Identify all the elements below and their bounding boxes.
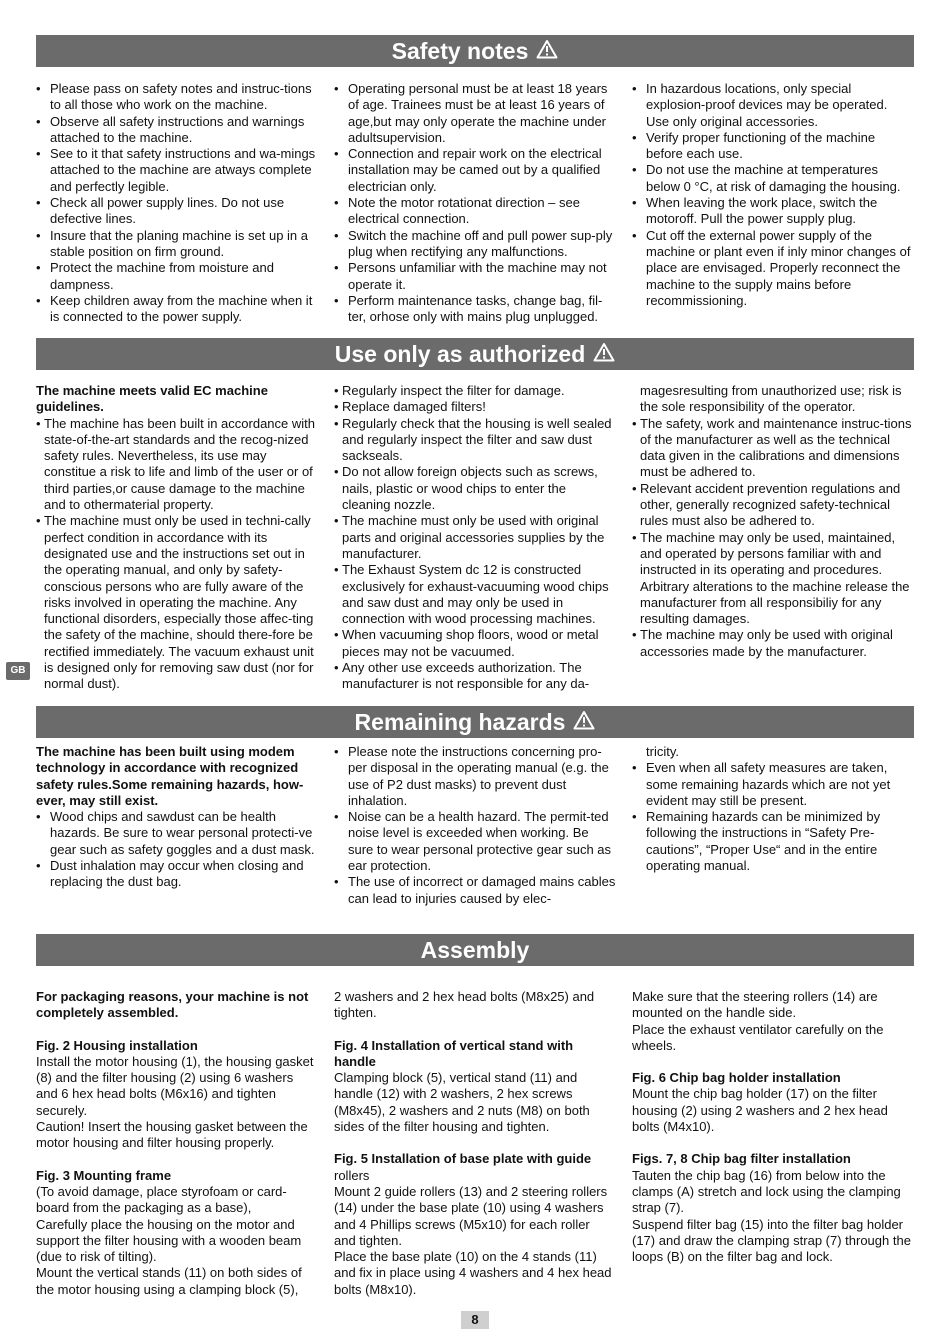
bullet-item: • Persons unfamiliar with the machine may not operate it. <box>334 260 616 293</box>
fig3-text-2: Carefully place the housing on the motor and support the filter housing with a wooden beam (due to risk of tilting). <box>36 1216 302 1265</box>
bullet-item: • In hazardous locations, only special explosion-proof devices may be operated. Use only original accessories. <box>632 81 914 130</box>
warning-triangle-icon <box>536 35 558 67</box>
bullet-item: • Perform maintenance tasks, change bag, fil-ter, orhose only with mains plug unplugged. <box>334 293 616 326</box>
bullet-item: • Regularly check that the housing is well sealed and regularly inspect the filter and saw dust sackseals. <box>334 416 618 465</box>
fig5-heading-rest: rollers <box>334 1167 370 1183</box>
bullet-item: • Relevant accident prevention regulations and other, generally recognized safety-technical rules must also be adhered to. <box>632 481 916 530</box>
bullet-item: • The machine has been built in accordance with state-of-the-art standards and the recog-nized safety rules. Nevertheless, its use may constitue a risk to life and limb of the user or of third parties,or cause damage to the machine and to othermaterial property. <box>36 416 319 514</box>
safety-column-2 <box>334 81 616 325</box>
hazards-column-2 <box>334 744 616 907</box>
bullet-item: • Even when all safety measures are taken, some remaining hazards which are not yet evident may still be present. <box>632 760 914 809</box>
fig5-heading-bold: Fig. 5 Installation of base plate with guide <box>334 1151 592 1167</box>
bullet-item: • Regularly inspect the filter for damage. <box>334 383 618 399</box>
hazards-lead: The machine has been built using modem technology in accordance with recognized safety rules.Some remaining hazards, how-ever, may still exist. <box>36 744 304 808</box>
fig3-text-1: (To avoid damage, place styrofoam or card-board from the packaging as a base), <box>36 1183 287 1216</box>
assembly-col3-text-2: Place the exhaust ventilator carefully on the wheels. <box>632 1021 884 1053</box>
section-title-use-authorized <box>36 338 914 370</box>
bullet-item: • Wood chips and sawdust can be health hazards. Be sure to wear personal protecti-ve gear such as safety goggles and a dust mask. <box>36 809 321 858</box>
hazards-column-3 <box>632 744 914 874</box>
bullet-item: • See to it that safety instructions and wa-mings attached to the machine are atways complete and perfectly legible. <box>36 146 321 195</box>
bullet-item: • The machine must only be used in techni-cally perfect condition in accordance with its designated use and the instructions set out in the operating manual, and only by safety-conscious persons who are fully aware of the risks involved in operating the machine. Any functional disorders, especially those affec-ting the safety of the machine, should there-fore be rectified immediately. The vacuum exhaust unit is designed only for removing saw dust (nor for normal dust). <box>36 513 319 692</box>
bullet-item: • The safety, work and maintenance instruc-tions of the manufacturer as well as the technical data given in the calibrations and dimensions must be adhered to. <box>632 416 916 481</box>
section-title-text: Use only as authorized <box>334 341 586 367</box>
bullet-item: • The machine may only be used with original accessories made by the manufacturer. <box>632 627 916 660</box>
bullet-item: • Please note the instructions concerning pro-per disposal in the operating manual (e.g. the use of P2 dust masks) to prevent dust inhalation. <box>334 744 616 809</box>
bullet-item: • The use of incorrect or damaged mains cables can lead to injuries caused by elec- <box>334 874 616 907</box>
fig3-text-3: Mount the vertical stands (11) on both sides of the motor housing using a clamping block (5), <box>36 1265 302 1297</box>
fig5-text-2: Place the base plate (10) on the 4 stands (11) and fix in place using 4 washers and 4 hex head bolts (M8x10). <box>334 1249 612 1297</box>
safety-column-1 <box>36 81 321 325</box>
bullet-item: • Verify proper functioning of the machine before each use. <box>632 130 914 163</box>
warning-triangle-icon <box>573 706 595 738</box>
bullet-item: • Observe all safety instructions and warnings attached to the machine. <box>36 114 321 147</box>
bullet-item: • Dust inhalation may occur when closing and replacing the dust bag. <box>36 858 321 891</box>
bullet-item: • Replace damaged filters! <box>334 399 618 415</box>
section-title-text: Safety notes <box>391 38 529 64</box>
section-title-text: Assembly <box>420 937 530 963</box>
bullet-item: • Insure that the planing machine is set up in a stable position on firm ground. <box>36 228 321 261</box>
bullet-item: • Please pass on safety notes and instruc-tions to all those who work on the machine. <box>36 81 321 114</box>
assembly-col2-continuation: 2 washers and 2 hex head bolts (M8x25) and tighten. <box>334 989 595 1021</box>
assembly-column-2 <box>334 989 614 1298</box>
fig2-heading: Fig. 2 Housing installation <box>36 1037 198 1053</box>
fig4-text: Clamping block (5), vertical stand (11) and handle (12) with 2 washers, 2 hex screws (M8x45), 2 washers and 2 nuts (M8) on both sides of the filter housing and tighten. <box>334 1070 590 1135</box>
fig3-heading: Fig. 3 Mounting frame <box>36 1167 172 1183</box>
authorized-column-1 <box>36 383 319 693</box>
bullet-item: • Cut off the external power supply of the machine or plant even if inly minor changes of place are envisaged. Properly reconnect the machine to the supply mains before recommissioning. <box>632 228 914 309</box>
bullet-item: • Protect the machine from moisture and dampness. <box>36 260 321 293</box>
bullet-item: • The Exhaust System dc 12 is constructed exclusively for exhaust-vacuuming wood chips and saw dust and may only be used in connection with wood processing machines. <box>334 562 618 627</box>
authorized-lead: The machine meets valid EC machine guidelines. <box>36 383 268 415</box>
bullet-item: • The machine may only be used, maintained, and operated by persons familiar with and instructed in its operating and procedures. Arbitrary alterations to the machine release the manufacturer from all responsibiliy for any resulting damages. <box>632 530 916 628</box>
bullet-item: • Note the motor rotationat direction – see electrical connection. <box>334 195 616 228</box>
section-title-assembly <box>36 934 914 966</box>
fig6-heading: Fig. 6 Chip bag holder installation <box>632 1070 841 1086</box>
assembly-column-1 <box>36 989 318 1298</box>
assembly-col3-text-1: Make sure that the steering rollers (14) are mounted on the handle side. <box>632 989 878 1021</box>
bullet-item: • Connection and repair work on the electrical installation may be camed out by a qualified electrician only. <box>334 146 616 195</box>
authorized-continuation: magesresulting from unauthorized use; risk is the sole responsibility of the operator. <box>640 383 902 415</box>
hazards-continuation: tricity. <box>646 744 679 759</box>
fig5-text-1: Mount 2 guide rollers (13) and 2 steering rollers (14) under the base plate (10) using 4 washers and 4 Phillips screws (M5x10) for each roller and tighten. <box>334 1183 608 1248</box>
warning-triangle-icon <box>593 338 615 370</box>
assembly-lead: For packaging reasons, your machine is not completely assembled. <box>36 989 309 1021</box>
page-number: 8 <box>461 1311 489 1329</box>
bullet-item: • Do not use the machine at temperatures below 0 °C, at risk of damaging the housing. <box>632 162 914 195</box>
bullet-item: • Noise can be a health hazard. The permit-ted noise level is exceeded when working. Be sure to wear personal protective gear such as ear protection. <box>334 809 616 874</box>
fig78-heading: Figs. 7, 8 Chip bag filter installation <box>632 1151 851 1167</box>
safety-column-3 <box>632 81 914 309</box>
bullet-item: • When vacuuming shop floors, wood or metal pieces may not be vacuumed. <box>334 627 618 660</box>
fig4-heading: Fig. 4 Installation of vertical stand with handle <box>334 1037 574 1069</box>
section-title-remaining-hazards <box>36 706 914 738</box>
fig6-text: Mount the chip bag holder (17) on the filter housing (2) using 2 washers and 2 hex head bolts (M4x10). <box>632 1086 888 1135</box>
bullet-item: • When leaving the work place, switch the motoroff. Pull the power supply plug. <box>632 195 914 228</box>
bullet-item: • The machine must only be used with original parts and original accessories supplies by the manufacturer. <box>334 513 618 562</box>
language-badge: GB <box>6 662 30 680</box>
bullet-item: • Do not allow foreign objects such as screws, nails, plastic or wood chips to enter the cleaning nozzle. <box>334 464 618 513</box>
authorized-column-2 <box>334 383 618 693</box>
bullet-item: • Switch the machine off and pull power sup-ply plug when rectifying any malfunctions. <box>334 228 616 261</box>
bullet-item: • Check all power supply lines. Do not use defective lines. <box>36 195 321 228</box>
authorized-column-3 <box>632 383 916 660</box>
bullet-item: • Operating personal must be at least 18 years of age. Trainees must be at least 16 years of age,but may only operate the machine under adultsupervision. <box>334 81 616 146</box>
fig2-text: Install the motor housing (1), the housing gasket (8) and the filter housing (2) using 6 washers and 6 hex head bolts (M6x16) and tighten securely. <box>36 1053 314 1118</box>
fig5-heading <box>334 1151 614 1184</box>
bullet-item: • Remaining hazards can be minimized by following the instructions in “Safety Pre-cautions”, “Proper Use“ and in the entire operating manual. <box>632 809 914 874</box>
fig78-text-1: Tauten the chip bag (16) from below into the clamps (A) stretch and lock using the clamping strap (7). <box>632 1167 901 1216</box>
fig2-caution: Caution! Insert the housing gasket between the motor housing and filter housing properly. <box>36 1119 308 1151</box>
assembly-column-3 <box>632 989 916 1265</box>
section-title-safety-notes <box>36 35 914 67</box>
hazards-column-1 <box>36 744 321 891</box>
bullet-item: • Keep children away from the machine when it is connected to the power supply. <box>36 293 321 326</box>
section-title-text: Remaining hazards <box>354 709 566 735</box>
bullet-item: • Any other use exceeds authorization. The manufacturer is not responsible for any da- <box>334 660 618 693</box>
fig78-text-2: Suspend filter bag (15) into the filter bag holder (17) and draw the clamping strap (7) through the loops (B) on the filter bag and lock. <box>632 1216 911 1265</box>
